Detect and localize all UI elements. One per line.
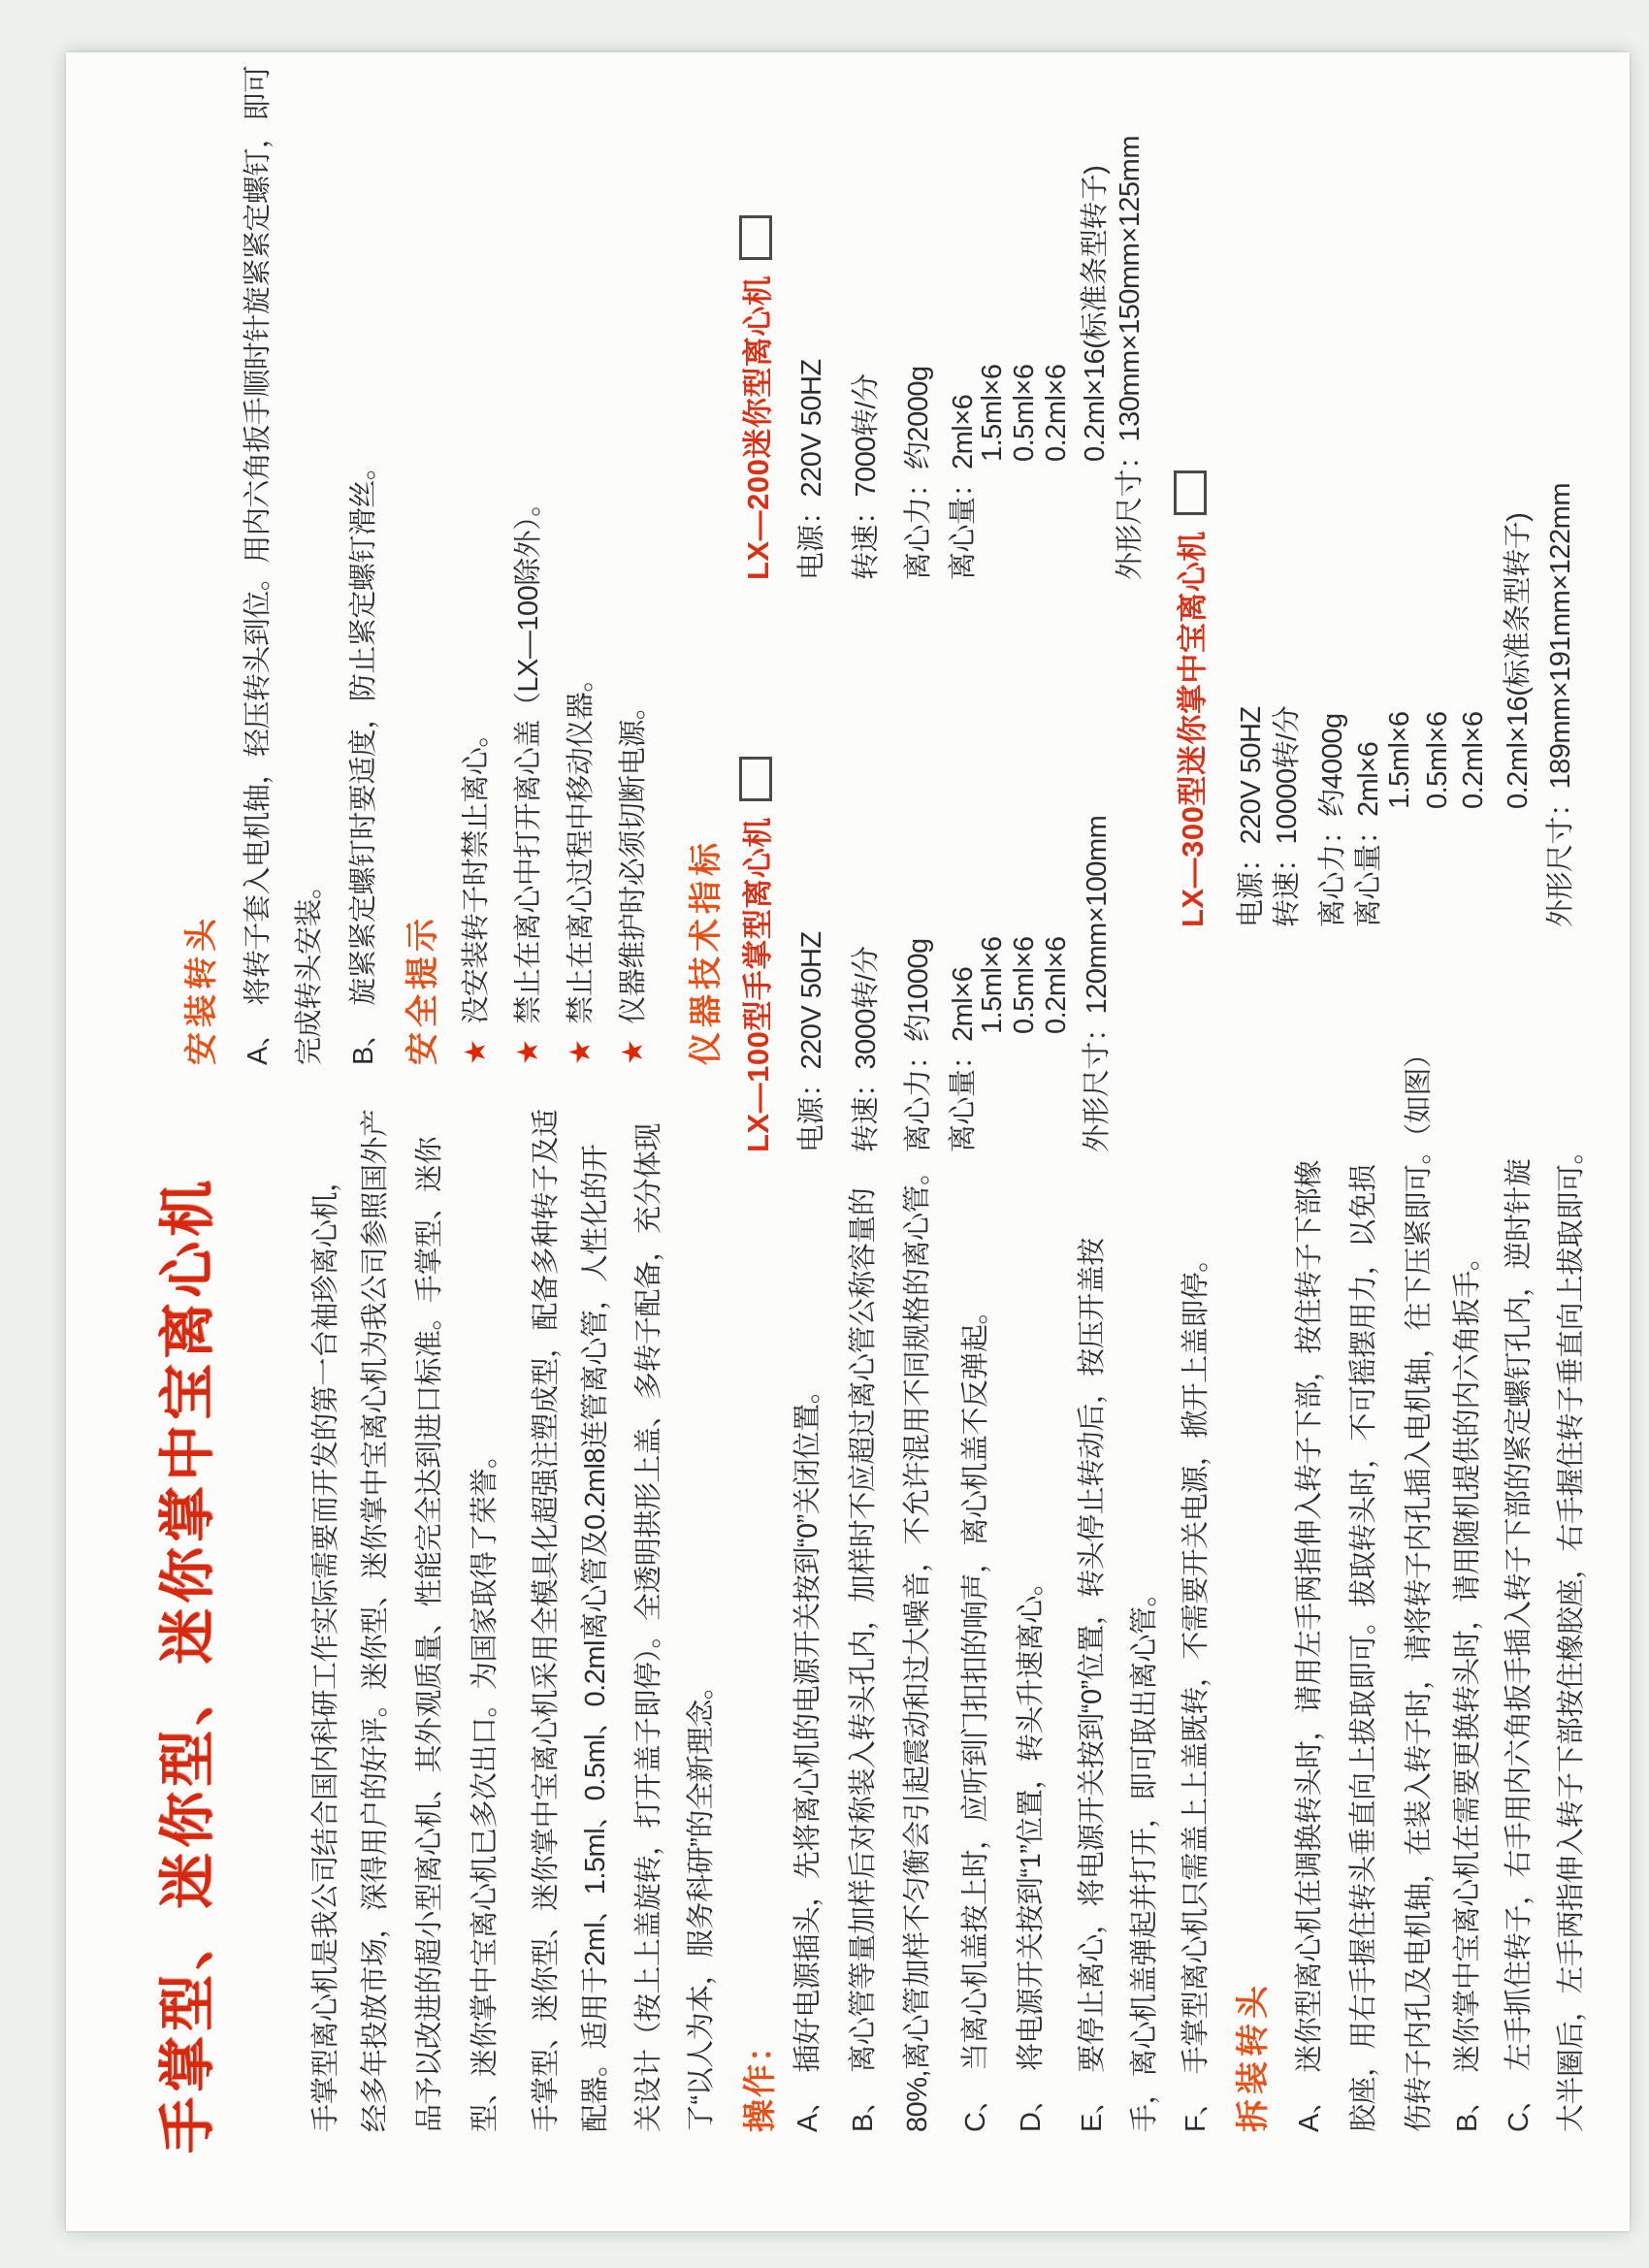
install-heading: 安装转头	[183, 914, 220, 1065]
operation-line: 手，离心机盖弹起并打开，即可取出离心管。	[1129, 1578, 1160, 2132]
install-line: A、 将转子套入电机轴，轻压转头到位。用内六角扳手顺时针旋紧紧定螺钉，即可	[242, 65, 274, 1065]
intro-line: 配器。适用于2ml、1.5ml、0.5ml、0.2ml离心管及0.2ml8连管离心管，人性化的开	[580, 1144, 611, 2132]
intro-line: 经多年投放市场，深得用户的好评。迷你型、迷你掌中宝离心机为我公司参照国外产	[360, 1109, 391, 2132]
star-icon: ★	[512, 1039, 544, 1065]
spec-row-capacity: 离心量：2ml×6	[948, 966, 979, 1152]
spec-row-force: 离心力：约4000g	[1317, 713, 1348, 927]
disassembly-line: C、 左手抓住转子，右手用内六角扳手插入转子下部的紧定螺钉孔内，逆时针旋	[1504, 1158, 1535, 2132]
safety-item-text: 没安装转子时禁止离心。	[461, 720, 492, 1024]
spec-row-capacity-sub: 0.2ml×6	[1458, 711, 1489, 809]
operation-line: C、 当离心机盖按上时，应听到门扣扣的响声，离心机盖不反弹起。	[960, 1297, 991, 2132]
spec-row-capacity-sub: 1.5ml×6	[1384, 711, 1415, 809]
operation-line: B、 离心管等量加样后对称装入转头孔内，加样时不应超过离心管公称容量的	[848, 1187, 879, 2132]
operation-line: F、 手掌型离心机只需盖上上盖既转，不需要开关电源，掀开上盖即停。	[1180, 1245, 1212, 2132]
star-icon: ★	[460, 1039, 492, 1065]
disassembly-line: 胶座，用右手握住转头垂直向上拔取即可。拔取转头时，不可摇摆用力，以免损	[1348, 1164, 1379, 2132]
operation-line: 80%,离心管加样不匀衡会引起震动和过大噪音，不允许混用不同规格的离心管。	[902, 1157, 933, 2132]
intro-line: 了“以人为本，服务科研”的全新理念。	[686, 1671, 717, 2132]
intro-line: 型、迷你掌中宝离心机已多次出口。为国家取得了荣誉。	[469, 1441, 501, 2132]
spec-row-power: 电源：220V 50HZ	[1236, 706, 1267, 927]
intro-line: 品予以改进的超小型离心机、其外观质量、性能完全达到进口标准。手掌型、迷你	[414, 1136, 445, 2132]
spec-row-speed: 转速：7000转/分	[851, 373, 882, 580]
disassembly-heading: 拆装转头	[1235, 1981, 1272, 2132]
model-name-text: LX—100型手掌型离心机	[741, 817, 775, 1152]
model-name-text: LX—300型迷你掌中宝离心机	[1176, 531, 1210, 927]
install-line: B、 旋紧紧定螺钉时要适度，防止紧定螺钉滑丝。	[348, 452, 379, 1065]
spec-row-capacity: 离心量：2ml×6	[1353, 741, 1384, 927]
spec-row-size: 外形尺寸：189mm×191mm×122mm	[1545, 483, 1576, 927]
safety-item	[506, 489, 546, 1065]
operation-line: D、 将电源开关按到“1”位置，转头升速离心。	[1016, 1568, 1047, 2132]
specs-heading: 仪器技术指标	[688, 838, 725, 1065]
spec-checkbox	[739, 757, 772, 801]
safety-item-text: 禁止在离心过程中移动仪器。	[566, 664, 597, 1024]
safety-item-text: 禁止在离心中打开离心盖（LX—100除外）。	[513, 489, 544, 1024]
spec-checkbox	[739, 215, 772, 260]
star-icon: ★	[617, 1039, 649, 1065]
spec-row-size: 外形尺寸：120mm×100mm	[1082, 815, 1113, 1152]
model-name	[1168, 470, 1212, 927]
spec-row-speed: 转速：3000转/分	[851, 946, 882, 1152]
install-line: 完成转头安装。	[294, 871, 325, 1065]
spec-row-capacity: 离心量：2ml×6	[948, 394, 979, 580]
spec-row-capacity-sub: 1.5ml×6	[977, 364, 1008, 462]
safety-item	[559, 664, 598, 1065]
disassembly-line: 伤转子内孔及电机轴，在装入转子时，请将转子内孔插入电机轴，往下压紧即可。（如图）	[1404, 1040, 1435, 2132]
disassembly-line: 大半圈后，左手两指伸入转子下部按住橡胶座，右手握住转子垂直向上拔取即可。	[1556, 1136, 1587, 2132]
spec-row-capacity-sub: 0.5ml×6	[1009, 364, 1040, 462]
operation-heading: 操作：	[742, 2027, 779, 2132]
safety-heading: 安全提示	[404, 914, 441, 1065]
model-name	[733, 757, 777, 1152]
intro-line: 关设计（按上上盖旋转，打开盖子即停）。全透明拱形上盖、多转子配备，充分体现	[633, 1122, 664, 2132]
operation-line: A、 插好电源插头，先将离心机的电源开关按到“0”关闭位置。	[792, 1376, 824, 2132]
safety-item	[611, 693, 651, 1065]
star-icon: ★	[565, 1039, 597, 1065]
spec-row-size: 外形尺寸：130mm×150mm×125mm	[1115, 136, 1146, 580]
operation-line: E、 要停止离心，将电源开关按到“0”位置，转头停止转动后，按压开盖按	[1077, 1238, 1108, 2132]
disassembly-line: B、 迷你掌中宝离心机在需要更换转头时，请用随机提供的内六角扳手。	[1452, 1243, 1483, 2132]
spec-row-capacity-sub: 0.2ml×16(标准条型转子)	[1080, 165, 1111, 462]
spec-row-capacity-sub: 1.5ml×6	[977, 936, 1008, 1034]
model-name	[733, 215, 777, 580]
spec-row-capacity-sub: 0.2ml×6	[1041, 364, 1072, 462]
spec-row-capacity-sub: 0.5ml×6	[1422, 711, 1453, 809]
spec-row-force: 离心力：约1000g	[903, 938, 934, 1152]
spec-row-capacity-sub: 0.5ml×6	[1009, 936, 1040, 1034]
disassembly-line: A、 迷你型离心机在调换转头时，请用左手两指伸入转子下部，按住转子下部橡	[1294, 1160, 1325, 2132]
spec-row-power: 电源：220V 50HZ	[796, 359, 827, 580]
spec-row-force: 离心力：约2000g	[903, 366, 934, 580]
safety-item-text: 仪器维护时必须切断电源。	[618, 692, 649, 1024]
spec-row-capacity-sub: 0.2ml×16(标准条型转子)	[1503, 512, 1534, 809]
spec-row-capacity-sub: 0.2ml×6	[1041, 936, 1072, 1034]
spec-row-speed: 转速：10000转/分	[1272, 705, 1303, 927]
model-name-text: LX—200迷你型离心机	[741, 275, 775, 580]
intro-line: 手掌型离心机是我公司结合国内科研工作实际需要而开发的第一台袖珍离心机，	[310, 1164, 341, 2132]
spec-checkbox	[1174, 470, 1207, 515]
safety-item	[454, 720, 494, 1065]
spec-row-power: 电源：220V 50HZ	[796, 931, 827, 1152]
intro-line: 手掌型、迷你型、迷你掌中宝离心机采用全模具化超强注塑成型，配备多种转子及适	[531, 1109, 562, 2132]
page-title: 手掌型、迷你型、迷你掌中宝离心机	[156, 1175, 219, 2154]
